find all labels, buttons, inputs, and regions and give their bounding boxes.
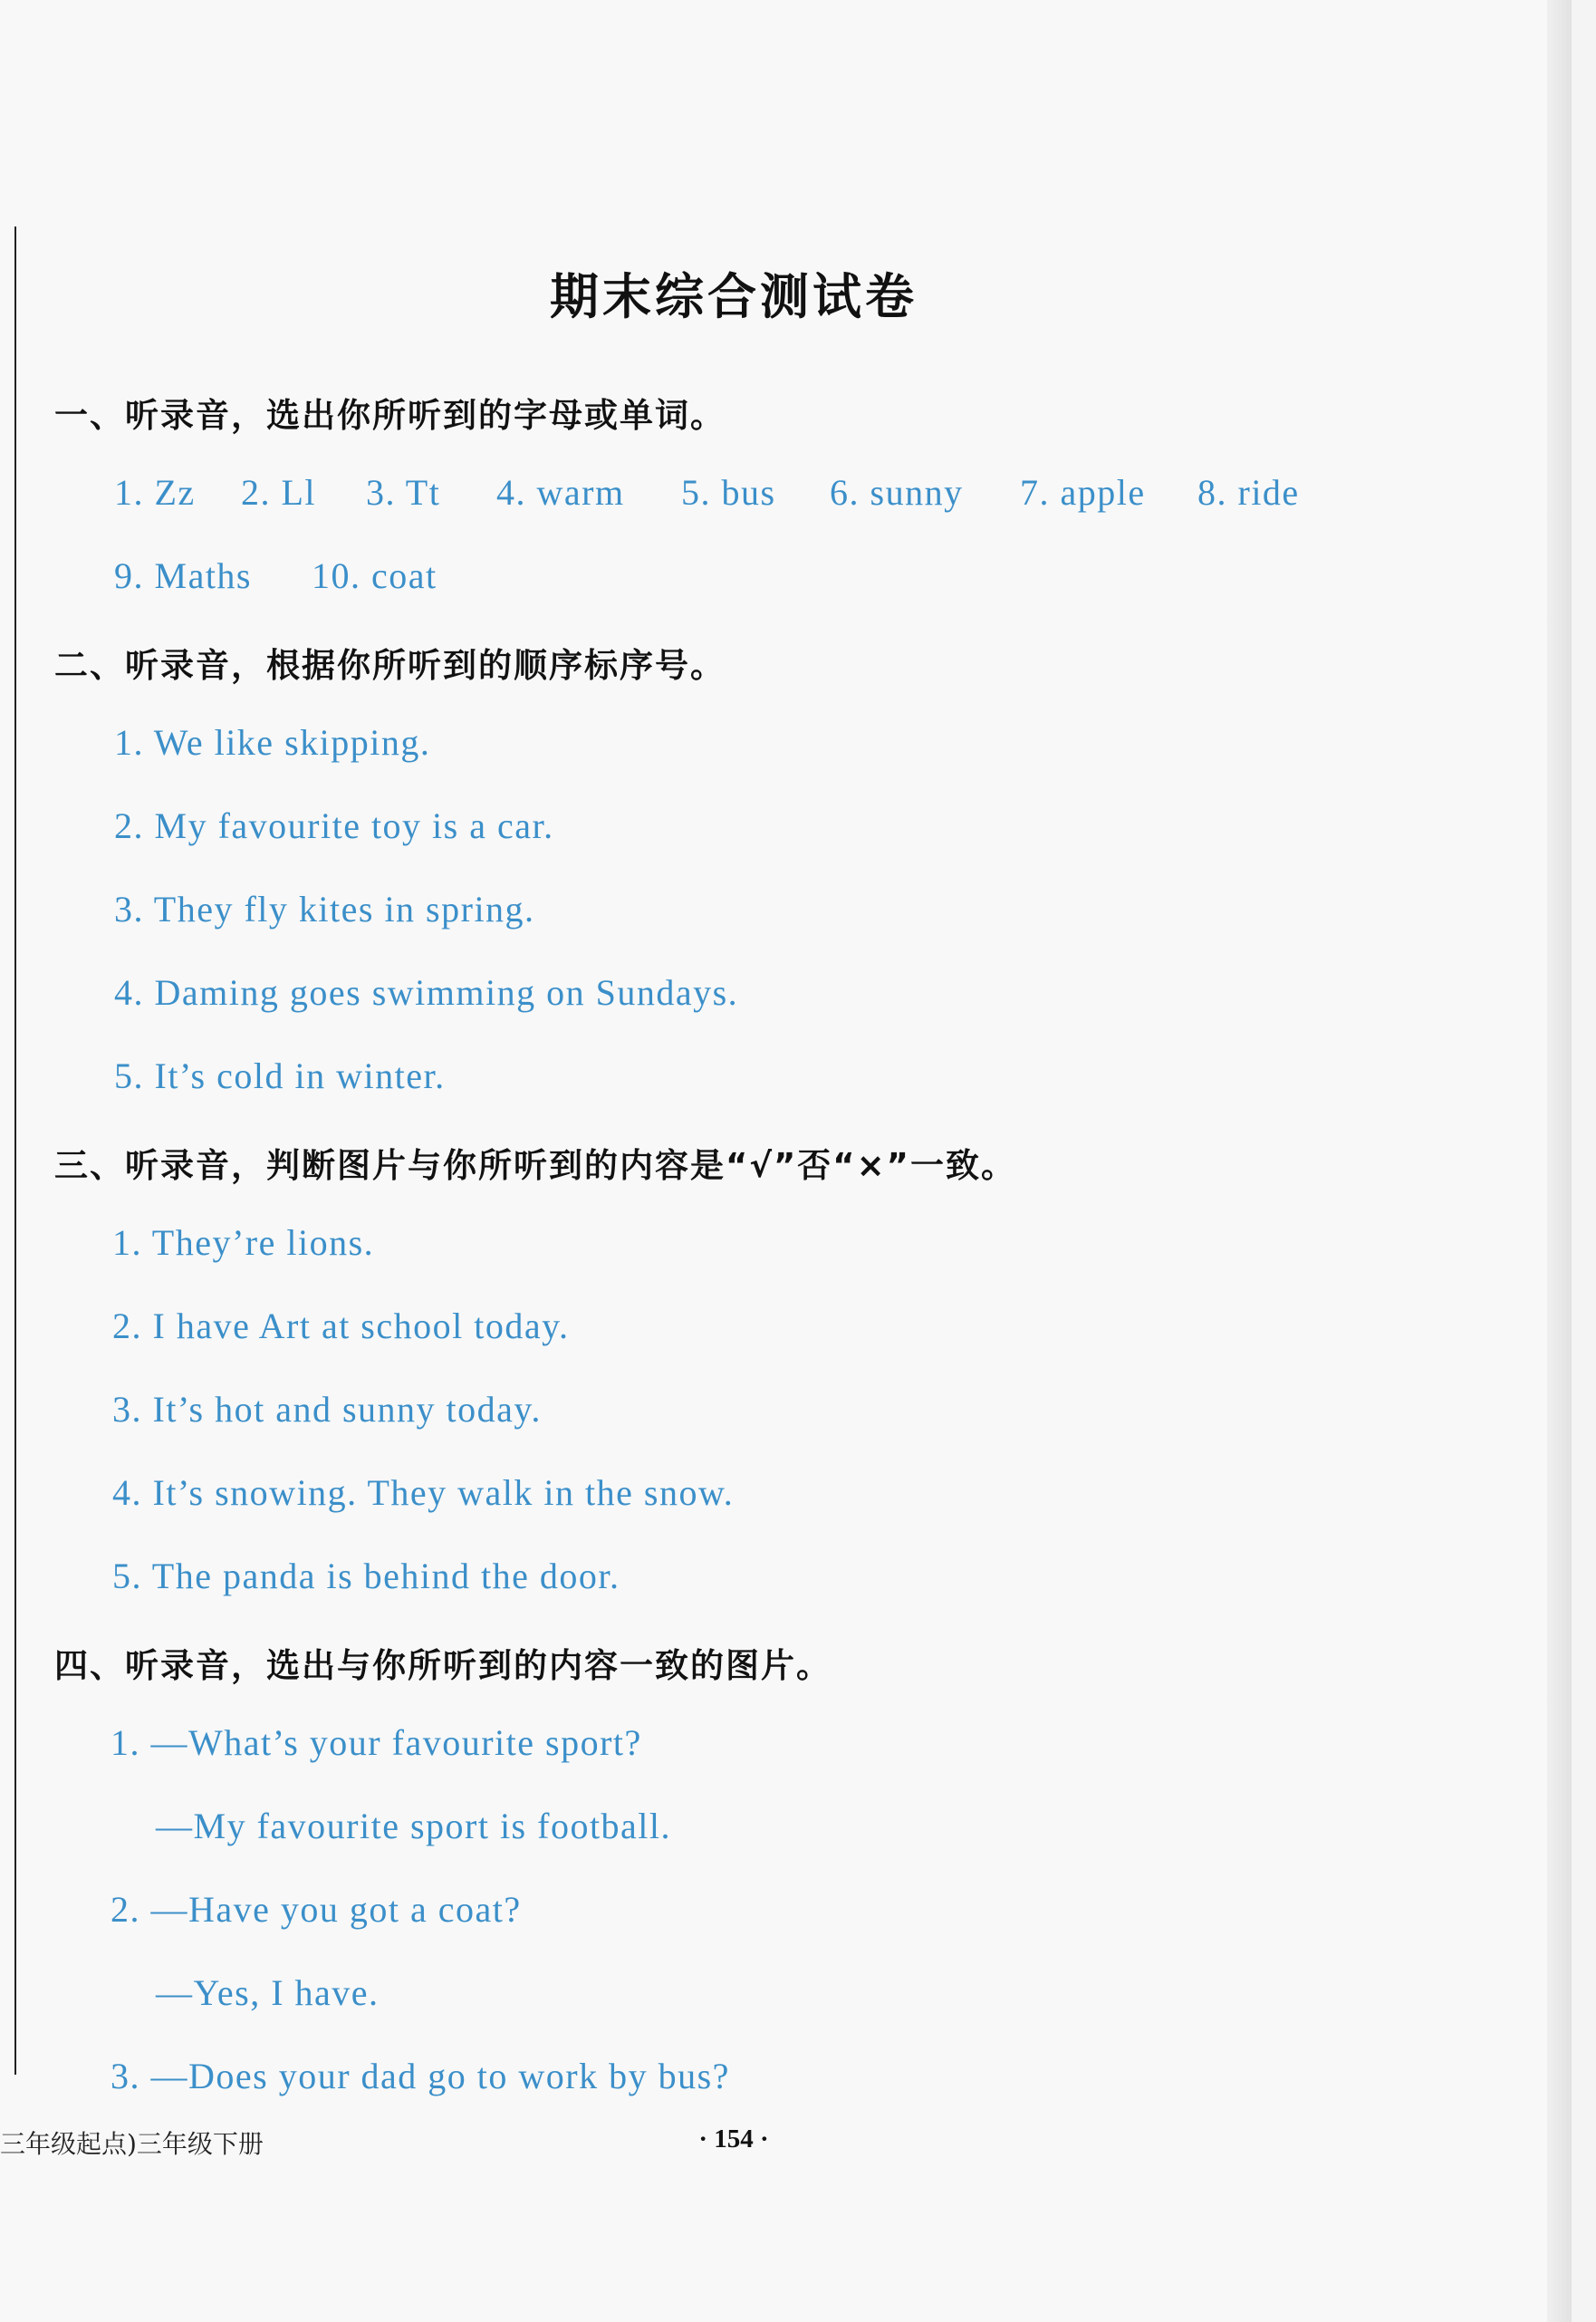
answer-sentence: 5. The panda is behind the door.: [112, 1556, 620, 1596]
answer-sentence: 2. —Have you got a coat?: [111, 1889, 522, 1930]
answer-item: 1. Zz: [114, 472, 196, 513]
page-edge-shadow: [1547, 0, 1572, 2322]
page-title: 期末综合测试卷: [550, 267, 918, 325]
answer-sentence: 1. —What’s your favourite sport?: [111, 1722, 642, 1763]
answer-sentence: —My favourite sport is football.: [156, 1806, 672, 1846]
section-1-heading: 一、听录音，选出你所听到的字母或单词。: [54, 396, 726, 435]
answer-sentence: 2. My favourite toy is a car.: [114, 805, 554, 846]
answer-item: 10. coat: [312, 555, 437, 596]
page-number: · 154 ·: [698, 2124, 769, 2153]
answer-sentence: 1. We like skipping.: [114, 722, 431, 763]
section-2-heading: 二、听录音，根据你所听到的顺序标序号。: [54, 646, 726, 685]
answer-item: 9. Maths: [114, 555, 252, 596]
answer-item: 2. Ll: [241, 472, 317, 513]
answer-sentence: 4. It’s snowing. They walk in the snow.: [112, 1472, 735, 1513]
answer-item: 5. bus: [681, 472, 776, 513]
answer-sentence: 2. I have Art at school today.: [112, 1306, 570, 1346]
answer-item: 6. sunny: [830, 472, 964, 513]
answer-sentence: 3. They fly kites in spring.: [114, 889, 535, 930]
answer-sentence: 3. —Does your dad go to work by bus?: [111, 2056, 730, 2096]
answer-sentence: 4. Daming goes swimming on Sundays.: [114, 972, 739, 1013]
answer-item: 8. ride: [1197, 472, 1300, 513]
margin-rule: [14, 226, 16, 2075]
answer-sentence: 3. It’s hot and sunny today.: [112, 1389, 542, 1430]
section-3-heading: 三、听录音，判断图片与你所听到的内容是“√”否“×”一致。: [54, 1146, 1016, 1185]
section-4-heading: 四、听录音，选出与你所听到的内容一致的图片。: [54, 1646, 832, 1685]
answer-sentence: 1. They’re lions.: [112, 1222, 375, 1263]
footer-book-label: 三年级起点)三年级下册: [0, 2129, 264, 2159]
answer-sentence: —Yes, I have.: [156, 1972, 380, 2013]
answer-item: 4. warm: [496, 472, 625, 513]
answer-item: 7. apple: [1020, 472, 1146, 513]
answer-item: 3. Tt: [366, 472, 441, 513]
answer-sentence: 5. It’s cold in winter.: [114, 1055, 446, 1096]
